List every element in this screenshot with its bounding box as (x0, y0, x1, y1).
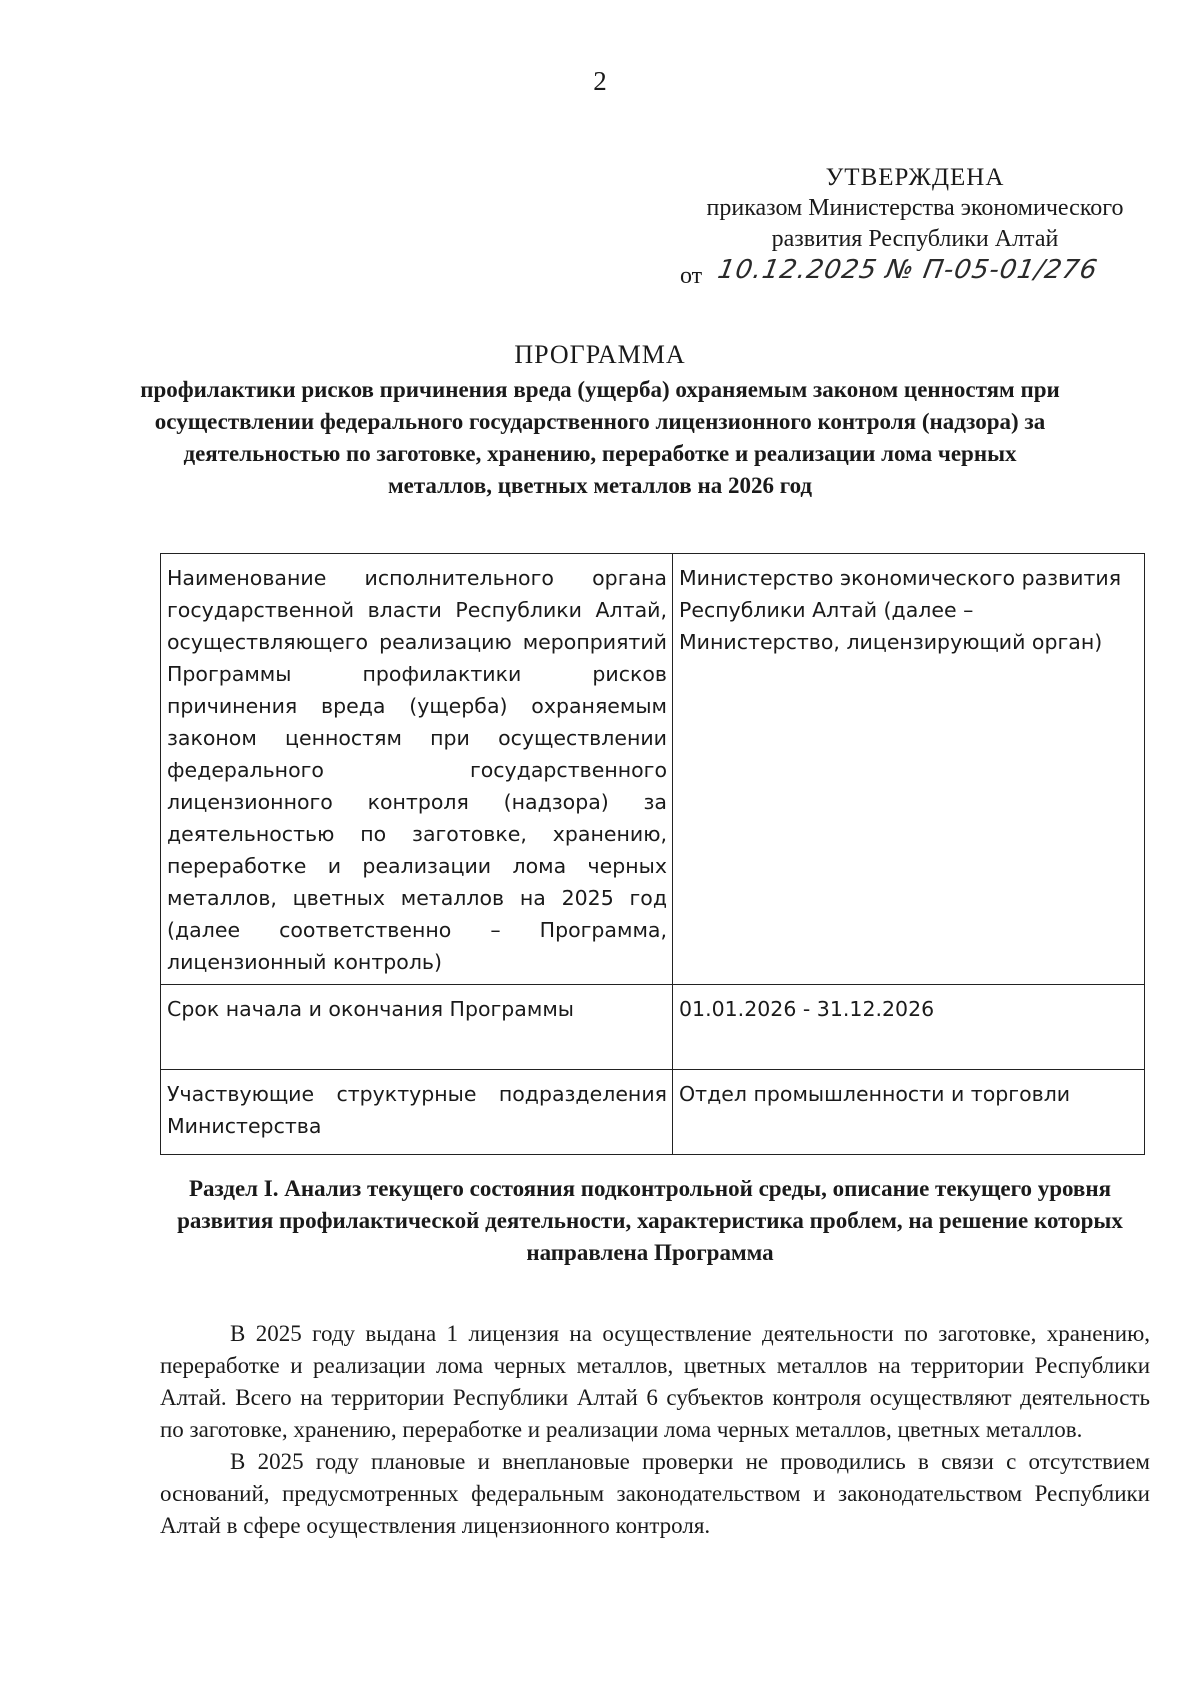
page-number: 2 (593, 66, 607, 96)
table-cell-value: 01.01.2026 - 31.12.2026 (673, 985, 1145, 1070)
approval-line-2: развития Республики Алтай (771, 226, 1059, 252)
program-subtitle: профилактики рисков причинения вреда (ущерба) охраняемым законом ценностям при осуществлении федерального государственного лицензионного контроля (надзора) за деятельностью по заготовке, хранению, переработке и реализации лома черных металлов, цветных металлов на 2026 год (140, 377, 1060, 498)
approval-block (680, 162, 1150, 297)
table-cell-value: Отдел промышленности и торговли (673, 1070, 1145, 1155)
table-row (161, 554, 1145, 985)
table-cell-label: Участвующие структурные подразделения Министерства (161, 1070, 673, 1155)
section-title: Раздел I. Анализ текущего состояния подконтрольной среды, описание текущего уровня развития профилактической деятельности, характеристика проблем, на решение которых направлена Программа (177, 1176, 1123, 1265)
program-title: ПРОГРАММА (514, 340, 686, 369)
paragraph: В 2025 году выдана 1 лицензия на осуществление деятельности по заготовке, хранению, переработке и реализации лома черных металлов, цветных металлов на территории Республики Алтай. Всего на территории Республики Алтай 6 субъектов контроля осуществляют деятельность по заготовке, хранению, переработке и реализации лома черных металлов, цветных металлов. (160, 1321, 1150, 1442)
section-body (160, 1318, 1150, 1542)
approved-label: УТВЕРЖДЕНА (825, 164, 1005, 191)
paragraph: В 2025 году плановые и внеплановые проверки не проводились в связи с отсутствием оснований, предусмотренных федеральным законодательством и законодательством Республики Алтай в сфере осуществления лицензионного контроля. (160, 1449, 1150, 1538)
program-title-block (140, 340, 1060, 502)
order-reference (680, 257, 1150, 297)
approval-line-1: приказом Министерства экономического (706, 195, 1124, 221)
table-cell-value: Министерство экономического развития Республики Алтай (далее – Министерство, лицензирующий орган) (673, 554, 1145, 985)
table-row (161, 985, 1145, 1070)
table-cell-label: Срок начала и окончания Программы (161, 985, 673, 1070)
program-passport-table (160, 553, 1145, 1155)
handwritten-order-number: 10.12.2025 № П-05-01/276 (715, 255, 1101, 285)
table-cell-label: Наименование исполнительного органа государственной власти Республики Алтай, осуществляющего реализацию мероприятий Программы профилактики рисков причинения вреда (ущерба) охраняемым законом ценностям при осуществлении федерального государственного лицензионного контроля (надзора) за деятельностью по заготовке, хранению, переработке и реализации лома черных металлов, цветных металлов на 2025 год (далее соответственно – Программа, лицензионный контроль) (161, 554, 673, 985)
table-row (161, 1070, 1145, 1155)
from-label: от (680, 263, 703, 289)
